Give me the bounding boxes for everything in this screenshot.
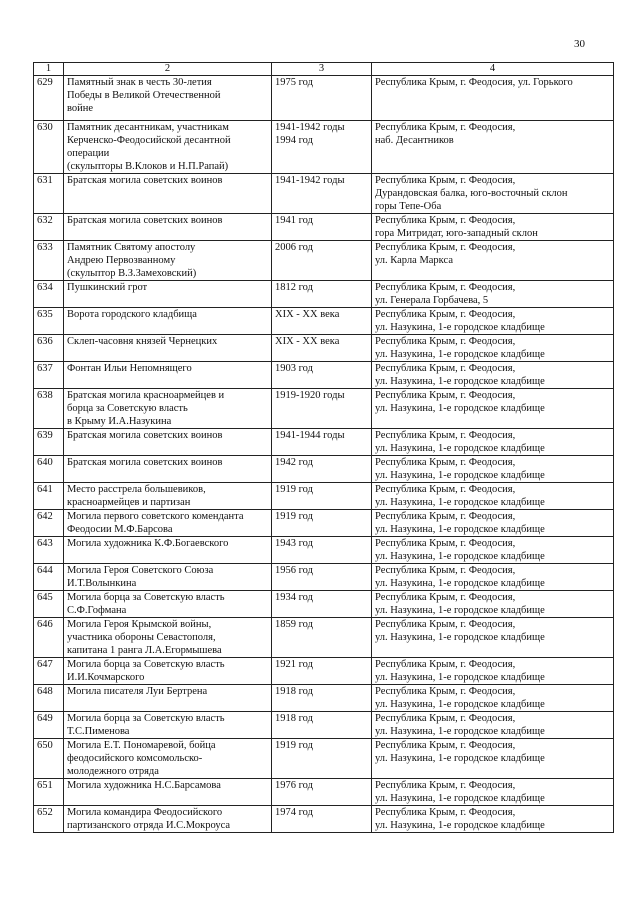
table-body — [34, 76, 614, 833]
monument-date-cell: 1921 год — [272, 658, 372, 685]
row-number-cell: 635 — [34, 308, 64, 335]
monument-name-cell: Братская могила советских воинов — [64, 429, 272, 456]
monument-address-cell: Республика Крым, г. Феодосия, ул. Назукина, 1-е городское кладбище — [372, 389, 614, 429]
monument-name-cell: Могила Е.Т. Пономаревой, бойца феодосийского комсомольско- молодежного отряда — [64, 739, 272, 779]
monument-date-cell: 1918 год — [272, 685, 372, 712]
row-number-cell: 651 — [34, 779, 64, 806]
monument-name-cell: Могила борца за Советскую власть С.Ф.Гофмана — [64, 591, 272, 618]
row-number-cell: 642 — [34, 510, 64, 537]
row-number-cell: 638 — [34, 389, 64, 429]
monument-date-cell: 1812 год — [272, 281, 372, 308]
table-row — [34, 739, 614, 779]
row-number-cell: 637 — [34, 362, 64, 389]
row-number-cell: 650 — [34, 739, 64, 779]
monument-name-cell: Место расстрела большевиков, красноармейцев и партизан — [64, 483, 272, 510]
column-header-number: 1 — [34, 63, 64, 76]
row-number-cell: 641 — [34, 483, 64, 510]
monument-address-cell: Республика Крым, г. Феодосия, ул. Назукина, 1-е городское кладбище — [372, 429, 614, 456]
row-number-cell: 640 — [34, 456, 64, 483]
row-number-cell: 652 — [34, 806, 64, 833]
monument-name-cell: Памятник Святому апостолу Андрею Первозванному (скульптор В.З.Замеховский) — [64, 241, 272, 281]
monument-date-cell: 1942 год — [272, 456, 372, 483]
monument-address-cell: Республика Крым, г. Феодосия, ул. Назукина, 1-е городское кладбище — [372, 483, 614, 510]
table-row — [34, 806, 614, 833]
row-number-cell: 647 — [34, 658, 64, 685]
monument-name-cell: Могила писателя Луи Бертрена — [64, 685, 272, 712]
monument-date-cell: 2006 год — [272, 241, 372, 281]
monument-date-cell: 1919-1920 годы — [272, 389, 372, 429]
table-row — [34, 456, 614, 483]
monument-address-cell: Республика Крым, г. Феодосия, ул. Назукина, 1-е городское кладбище — [372, 712, 614, 739]
monument-address-cell: Республика Крым, г. Феодосия, ул. Назукина, 1-е городское кладбище — [372, 308, 614, 335]
monument-name-cell: Памятник десантникам, участникам Керченско-Феодосийской десантной операции (скульпторы В.Клоков и Н.П.Рапай) — [64, 121, 272, 174]
monument-address-cell: Республика Крым, г. Феодосия, ул. Назукина, 1-е городское кладбище — [372, 335, 614, 362]
monument-date-cell: 1943 год — [272, 537, 372, 564]
monument-date-cell: 1956 год — [272, 564, 372, 591]
monument-date-cell: XIX - XX века — [272, 335, 372, 362]
row-number-cell: 634 — [34, 281, 64, 308]
monument-name-cell: Братская могила советских воинов — [64, 214, 272, 241]
monument-name-cell: Ворота городского кладбища — [64, 308, 272, 335]
monument-name-cell: Могила художника К.Ф.Богаевского — [64, 537, 272, 564]
row-number-cell: 649 — [34, 712, 64, 739]
monument-date-cell: 1974 год — [272, 806, 372, 833]
monument-name-cell: Братская могила красноармейцев и борца за Советскую власть в Крыму И.А.Назукина — [64, 389, 272, 429]
monument-address-cell: Республика Крым, г. Феодосия, ул. Назукина, 1-е городское кладбище — [372, 779, 614, 806]
row-number-cell: 644 — [34, 564, 64, 591]
monument-address-cell: Республика Крым, г. Феодосия, Дурандовская балка, юго-восточный склон горы Тепе-Оба — [372, 174, 614, 214]
monument-address-cell: Республика Крым, г. Феодосия, ул. Генерала Горбачева, 5 — [372, 281, 614, 308]
monument-address-cell: Республика Крым, г. Феодосия, ул. Горького — [372, 76, 614, 121]
monument-address-cell: Республика Крым, г. Феодосия, наб. Десантников — [372, 121, 614, 174]
monument-name-cell: Пушкинский грот — [64, 281, 272, 308]
table-row — [34, 389, 614, 429]
monument-date-cell: 1859 год — [272, 618, 372, 658]
monument-date-cell: 1919 год — [272, 739, 372, 779]
table-row — [34, 779, 614, 806]
table-row — [34, 564, 614, 591]
monument-address-cell: Республика Крым, г. Феодосия, ул. Карла Маркса — [372, 241, 614, 281]
monument-name-cell: Могила первого советского коменданта Феодосии М.Ф.Барсова — [64, 510, 272, 537]
row-number-cell: 632 — [34, 214, 64, 241]
monument-address-cell: Республика Крым, г. Феодосия, гора Митридат, юго-западный склон — [372, 214, 614, 241]
monument-date-cell: 1941-1942 годы 1994 год — [272, 121, 372, 174]
table-header-row — [34, 63, 614, 76]
monument-address-cell: Республика Крым, г. Феодосия, ул. Назукина, 1-е городское кладбище — [372, 806, 614, 833]
monument-address-cell: Республика Крым, г. Феодосия, ул. Назукина, 1-е городское кладбище — [372, 510, 614, 537]
row-number-cell: 639 — [34, 429, 64, 456]
monument-date-cell: 1934 год — [272, 591, 372, 618]
row-number-cell: 631 — [34, 174, 64, 214]
monument-date-cell: 1918 год — [272, 712, 372, 739]
table-row — [34, 510, 614, 537]
table-row — [34, 281, 614, 308]
row-number-cell: 646 — [34, 618, 64, 658]
table-row — [34, 591, 614, 618]
monument-address-cell: Республика Крым, г. Феодосия, ул. Назукина, 1-е городское кладбище — [372, 739, 614, 779]
monument-date-cell: 1919 год — [272, 483, 372, 510]
table-row — [34, 362, 614, 389]
monument-name-cell: Братская могила советских воинов — [64, 456, 272, 483]
monument-address-cell: Республика Крым, г. Феодосия, ул. Назукина, 1-е городское кладбище — [372, 564, 614, 591]
column-header-name: 2 — [64, 63, 272, 76]
table-row — [34, 121, 614, 174]
row-number-cell: 633 — [34, 241, 64, 281]
table-row — [34, 685, 614, 712]
row-number-cell: 645 — [34, 591, 64, 618]
table-row — [34, 308, 614, 335]
row-number-cell: 629 — [34, 76, 64, 121]
monument-name-cell: Могила борца за Советскую власть И.И.Кочмарского — [64, 658, 272, 685]
monument-date-cell: 1941 год — [272, 214, 372, 241]
monument-date-cell: 1975 год — [272, 76, 372, 121]
column-header-address: 4 — [372, 63, 614, 76]
table-row — [34, 76, 614, 121]
table-row — [34, 712, 614, 739]
monument-address-cell: Республика Крым, г. Феодосия, ул. Назукина, 1-е городское кладбище — [372, 618, 614, 658]
monument-address-cell: Республика Крым, г. Феодосия, ул. Назукина, 1-е городское кладбище — [372, 362, 614, 389]
monument-name-cell: Памятный знак в честь 30-летия Победы в Великой Отечественной войне — [64, 76, 272, 121]
row-number-cell: 630 — [34, 121, 64, 174]
monument-name-cell: Могила Героя Крымской войны, участника обороны Севастополя, капитана 1 ранга Л.А.Егормышева — [64, 618, 272, 658]
monument-name-cell: Братская могила советских воинов — [64, 174, 272, 214]
monument-address-cell: Республика Крым, г. Феодосия, ул. Назукина, 1-е городское кладбище — [372, 537, 614, 564]
monuments-table — [33, 62, 614, 833]
monument-address-cell: Республика Крым, г. Феодосия, ул. Назукина, 1-е городское кладбище — [372, 456, 614, 483]
monument-name-cell: Могила борца за Советскую власть Т.С.Пименова — [64, 712, 272, 739]
monument-name-cell: Фонтан Ильи Непомнящего — [64, 362, 272, 389]
table-row — [34, 483, 614, 510]
table-row — [34, 174, 614, 214]
monument-date-cell: 1976 год — [272, 779, 372, 806]
monument-date-cell: 1941-1942 годы — [272, 174, 372, 214]
column-header-date: 3 — [272, 63, 372, 76]
table-row — [34, 537, 614, 564]
monument-name-cell: Склеп-часовня князей Чернецких — [64, 335, 272, 362]
monument-address-cell: Республика Крым, г. Феодосия, ул. Назукина, 1-е городское кладбище — [372, 658, 614, 685]
table-row — [34, 429, 614, 456]
monument-name-cell: Могила художника Н.С.Барсамова — [64, 779, 272, 806]
monument-address-cell: Республика Крым, г. Феодосия, ул. Назукина, 1-е городское кладбище — [372, 685, 614, 712]
monument-date-cell: 1919 год — [272, 510, 372, 537]
table-row — [34, 335, 614, 362]
row-number-cell: 648 — [34, 685, 64, 712]
monument-name-cell: Могила командира Феодосийского партизанского отряда И.С.Мокроуса — [64, 806, 272, 833]
monument-date-cell: XIX - XX века — [272, 308, 372, 335]
page-number: 30 — [574, 38, 585, 50]
monument-address-cell: Республика Крым, г. Феодосия, ул. Назукина, 1-е городское кладбище — [372, 591, 614, 618]
monument-date-cell: 1903 год — [272, 362, 372, 389]
table-row — [34, 658, 614, 685]
table-row — [34, 618, 614, 658]
table-row — [34, 241, 614, 281]
monument-name-cell: Могила Героя Советского Союза И.Т.Волынкина — [64, 564, 272, 591]
table-row — [34, 214, 614, 241]
row-number-cell: 636 — [34, 335, 64, 362]
monument-date-cell: 1941-1944 годы — [272, 429, 372, 456]
row-number-cell: 643 — [34, 537, 64, 564]
